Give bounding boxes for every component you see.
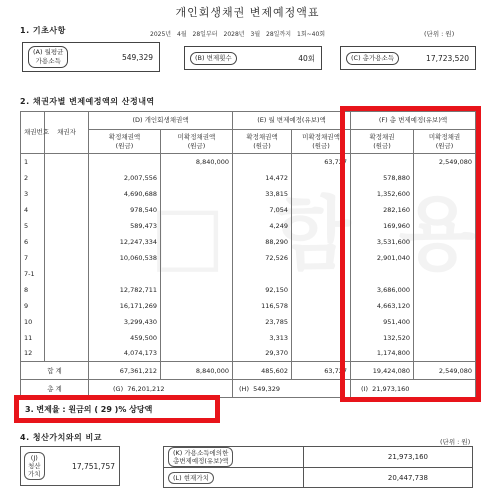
cell-e1: 88,290	[233, 234, 292, 250]
total-h: (H) 549,329	[233, 380, 351, 398]
k-value: 21,973,160	[304, 447, 473, 468]
header-e-confirmed: 확정채권액 (원금)	[233, 130, 292, 154]
cell-d2	[161, 298, 233, 314]
repay-count-box	[184, 46, 322, 70]
cell-d2	[161, 202, 233, 218]
total-income-value: 17,723,520	[426, 53, 469, 63]
cell-d1: 16,171,269	[89, 298, 161, 314]
cell-d2	[161, 234, 233, 250]
l-value: 20,447,738	[304, 468, 473, 488]
total-income-box	[340, 46, 476, 70]
cell-f1: 1,174,800	[351, 346, 414, 362]
subtotal-e2: 63,727	[292, 362, 351, 380]
monthly-income-box	[22, 42, 160, 72]
cell-creditor	[45, 282, 89, 298]
period-end-year: 2028년	[223, 31, 245, 38]
section1-heading: 1. 기초사항	[20, 26, 66, 35]
cell-creditor	[45, 330, 89, 346]
unit-label-top: (단위 : 원)	[424, 30, 455, 38]
header-d-confirmed: 확정채권액 (원금)	[89, 130, 161, 154]
document-title: 개인회생채권 변제예정액표	[175, 6, 320, 19]
period-start-year: 2025년	[150, 31, 172, 38]
subtotal-f1: 19,424,080	[351, 362, 414, 380]
monthly-income-label-top: (A) 월평균	[33, 48, 64, 56]
section4-heading: 4. 청산가치와의 비교	[20, 433, 102, 442]
header-f-confirmed: 확정채권 (원금)	[351, 130, 414, 154]
liquidation-value: 17,751,757	[72, 461, 115, 471]
subtotal-label: 합 계	[21, 362, 89, 380]
cell-no: 3	[21, 186, 45, 202]
header-d: (D) 개인회생채권액	[89, 112, 233, 130]
cell-d2	[161, 346, 233, 362]
period-range: 1회~40회	[297, 31, 326, 38]
cell-d2	[161, 170, 233, 186]
header-creditor-no: 채권번호	[21, 112, 45, 154]
l-label: (L) 현재가치	[164, 468, 304, 488]
repay-count-label: (B) 변제횟수	[190, 52, 237, 65]
cell-f1: 578,880	[351, 170, 414, 186]
cell-e1: 33,815	[233, 186, 292, 202]
cell-f1: 4,663,120	[351, 298, 414, 314]
total-income-label: (C) 총가용소득	[346, 52, 399, 65]
comparison-table	[163, 446, 473, 488]
cell-f1: 3,686,000	[351, 282, 414, 298]
cell-f2: 2,549,080	[438, 157, 473, 166]
section2-heading: 2. 채권자별 변제예정액의 산정내역	[20, 97, 155, 106]
header-f: (F) 총 변제예정(유보)액	[351, 112, 476, 130]
total-i: (I) 21,973,160	[351, 380, 476, 398]
repayment-rate: 3. 변제율 : 원금의 ( 29 )% 상당액	[14, 395, 220, 423]
repay-count-value: 40회	[298, 53, 315, 63]
cell-e1: 14,472	[233, 170, 292, 186]
cell-f1: 282,160	[351, 202, 414, 218]
cell-e2: 63,727	[292, 154, 351, 170]
cell-d2: 8,840,000	[161, 154, 233, 170]
total-g: (G) 76,201,212	[89, 380, 233, 398]
cell-creditor	[45, 186, 89, 202]
cell-no: 7-1	[21, 266, 45, 282]
cell-e1: 72,526	[233, 250, 292, 266]
cell-no: 10	[21, 314, 45, 330]
period-start-day: 28일부터	[192, 31, 218, 38]
cell-e1: 4,249	[233, 218, 292, 234]
cell-no: 1	[21, 154, 45, 170]
monthly-income-value: 549,329	[121, 52, 153, 62]
cell-d2	[161, 282, 233, 298]
cell-d2	[161, 314, 233, 330]
subtotal-f2: 2,549,080	[414, 362, 476, 380]
cell-creditor	[45, 154, 89, 170]
cell-f1: 169,960	[351, 218, 414, 234]
cell-creditor	[45, 266, 89, 282]
cell-e1: 23,785	[233, 314, 292, 330]
cell-creditor	[45, 250, 89, 266]
cell-no: 11	[21, 330, 45, 346]
cell-d1: 2,007,556	[89, 170, 161, 186]
highlight-column-f	[340, 106, 481, 402]
cell-e1: 116,578	[233, 298, 292, 314]
cell-d1: 12,247,334	[89, 234, 161, 250]
cell-d1: 3,299,430	[89, 314, 161, 330]
cell-d1: 10,060,538	[89, 250, 161, 266]
period-start-month: 4월	[177, 31, 187, 38]
cell-no: 12	[21, 346, 45, 362]
cell-d1	[89, 154, 161, 170]
cell-creditor	[45, 314, 89, 330]
cell-no: 5	[21, 218, 45, 234]
cell-d2	[161, 330, 233, 346]
cell-d1: 12,782,711	[89, 282, 161, 298]
cell-f1: 951,400	[351, 314, 414, 330]
cell-d2	[161, 250, 233, 266]
cell-no: 2	[21, 170, 45, 186]
monthly-income-label	[28, 46, 68, 68]
cell-f1: 132,520	[351, 330, 414, 346]
cell-d1: 4,690,688	[89, 186, 161, 202]
cell-d1: 589,473	[89, 218, 161, 234]
cell-creditor	[45, 346, 89, 362]
cell-no: 8	[21, 282, 45, 298]
header-f-unconfirmed: 미확정채권 (원금)	[414, 130, 476, 154]
repayment-period	[150, 29, 329, 38]
cell-creditor	[45, 298, 89, 314]
cell-d1: 978,540	[89, 202, 161, 218]
cell-no: 6	[21, 234, 45, 250]
header-d-unconfirmed: 미확정채권액 (원금)	[161, 130, 233, 154]
cell-f1: 2,901,040	[351, 250, 414, 266]
header-creditor: 채권자	[45, 112, 89, 154]
cell-e1	[233, 154, 292, 170]
cell-d1: 4,074,173	[89, 346, 161, 362]
cell-d2	[161, 266, 233, 282]
cell-e1: 7,054	[233, 202, 292, 218]
cell-f1: 1,352,600	[351, 186, 414, 202]
period-end-day: 28일까지	[266, 31, 292, 38]
subtotal-d2: 8,840,000	[161, 362, 233, 380]
cell-e1: 29,370	[233, 346, 292, 362]
total-label: 총 계	[21, 380, 89, 398]
cell-creditor	[45, 234, 89, 250]
cell-creditor	[45, 170, 89, 186]
period-end-month: 3월	[250, 31, 261, 38]
cell-no: 9	[21, 298, 45, 314]
cell-no: 7	[21, 250, 45, 266]
cell-d2	[161, 218, 233, 234]
cell-e1: 3,313	[233, 330, 292, 346]
liquidation-value-label: (J) 청산 가치	[24, 452, 45, 480]
k-label: (K) 가용소득에의한 총변제예정(유보)액	[164, 447, 304, 468]
cell-f1: 3,531,600	[351, 234, 414, 250]
cell-e1: 92,150	[233, 282, 292, 298]
monthly-income-label-bottom: 가용소득	[35, 57, 61, 65]
cell-e1	[233, 266, 292, 282]
header-e-unconfirmed: 미확정채권액 (원금)	[292, 130, 351, 154]
cell-creditor	[45, 218, 89, 234]
cell-creditor	[45, 202, 89, 218]
cell-no: 4	[21, 202, 45, 218]
liquidation-value-box	[20, 446, 120, 486]
header-e: (E) 월 변제예정(유보)액	[233, 112, 351, 130]
unit-label-bottom: (단위 : 원)	[440, 438, 471, 446]
subtotal-d1: 67,361,212	[89, 362, 161, 380]
subtotal-e1: 485,602	[233, 362, 292, 380]
cell-d1: 459,500	[89, 330, 161, 346]
cell-d1	[89, 266, 161, 282]
cell-d2	[161, 186, 233, 202]
